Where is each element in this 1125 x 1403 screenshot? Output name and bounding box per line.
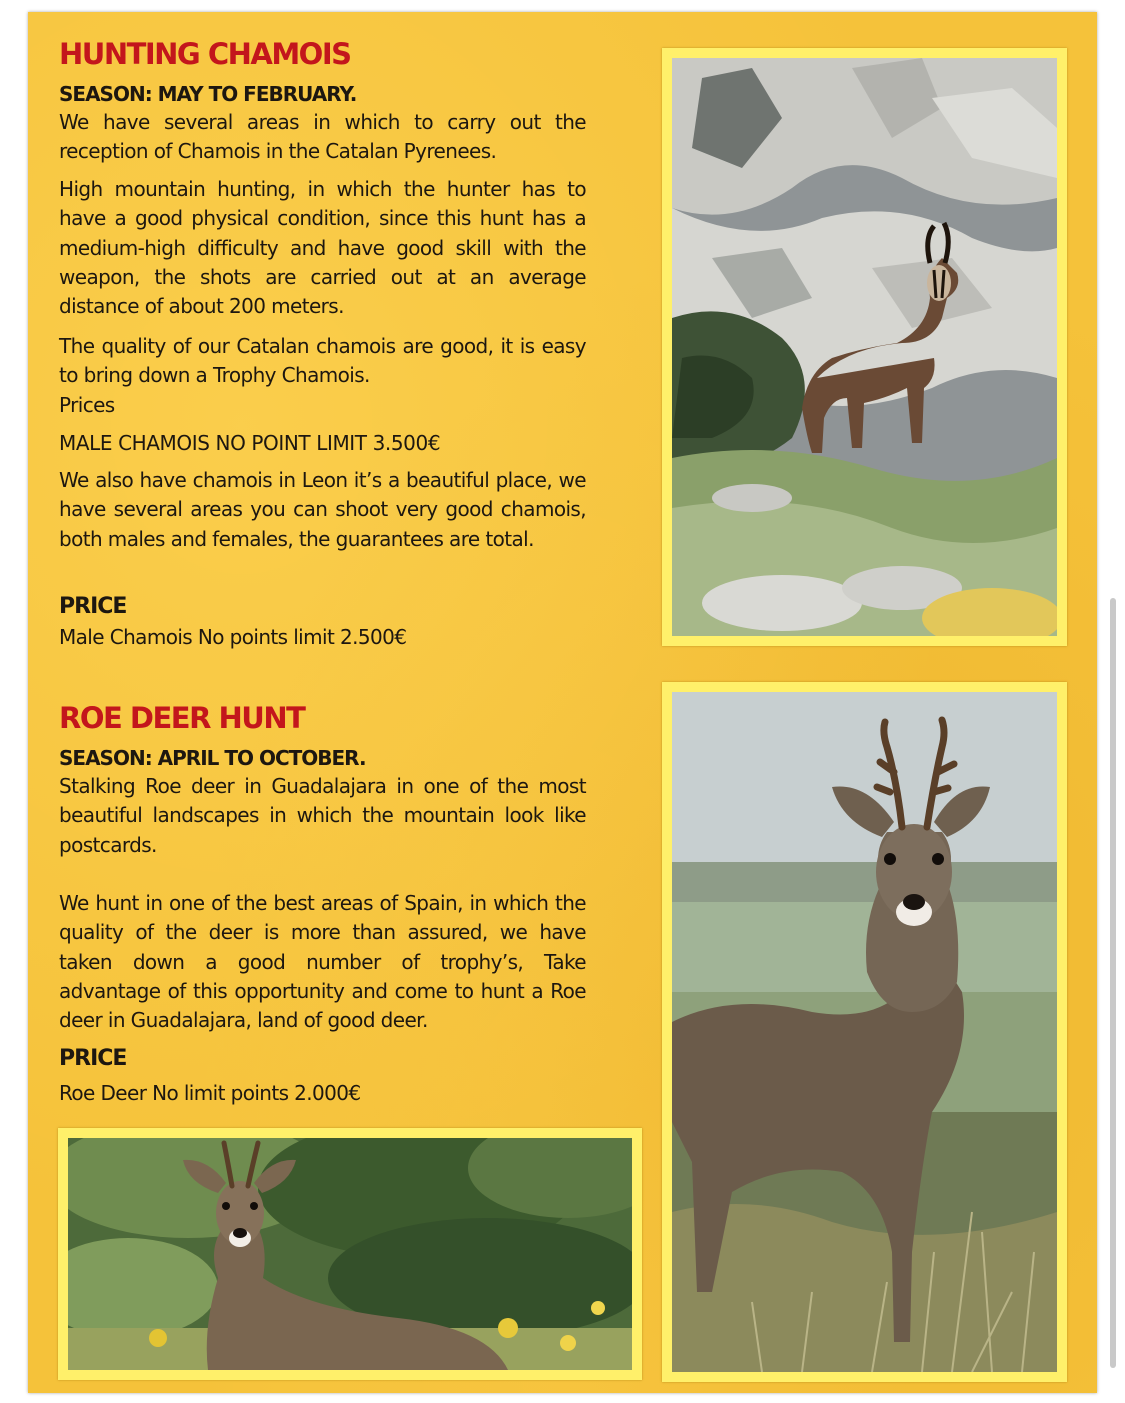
roe-deer-photo (672, 692, 1057, 1372)
brochure-page (28, 12, 1097, 1393)
chamois-season: SEASON: MAY TO FEBRUARY. (59, 82, 357, 106)
roe-deer-illustration (672, 692, 1057, 1372)
chamois-heading: HUNTING CHAMOIS (59, 37, 351, 71)
chamois-price-heading: PRICE (59, 594, 127, 619)
roe-deer-photo-frame (662, 682, 1067, 1382)
chamois-price-detail: Male Chamois No points limit 2.500€ (59, 625, 407, 649)
roe-deer-paragraph-1: Stalking Roe deer in Guadalajara in one of the most beautiful landscapes in which the mountain look like postcards. (59, 774, 586, 857)
chamois-photo (672, 58, 1057, 636)
roe-deer-heading: ROE DEER HUNT (59, 701, 305, 735)
chamois-paragraph-3: The quality of our Catalan chamois are good, it is easy to bring down a Trophy Chamois. (59, 334, 586, 388)
roe-deer-season: SEASON: APRIL TO OCTOBER. (59, 746, 366, 770)
roe-deer-paragraph-2: We hunt in one of the best areas of Spain, in which the quality of the deer is more than assured, we have taken down a good number of trophy’s, Take advantage of this opportunity and come to hunt a Roe deer in Guadalajara, land of good deer. (59, 891, 586, 1033)
roe-deer-resting-photo-frame (58, 1128, 642, 1380)
roe-deer-resting-illustration (68, 1138, 632, 1370)
chamois-prices-label: Prices (59, 393, 115, 417)
chamois-photo-frame (662, 48, 1067, 646)
roe-deer-price-detail: Roe Deer No limit points 2.000€ (59, 1081, 361, 1105)
chamois-paragraph-4: We also have chamois in Leon it’s a beautiful place, we have several areas you can shoot very good chamois, both males and females, the guarantees are total. (59, 468, 586, 551)
chamois-illustration (672, 58, 1057, 636)
chamois-price-line: MALE CHAMOIS NO POINT LIMIT 3.500€ (59, 431, 441, 455)
chamois-paragraph-1: We have several areas in which to carry out the reception of Chamois in the Catalan Pyrenees. (59, 110, 586, 164)
roe-deer-price-heading: PRICE (59, 1046, 127, 1071)
scrollbar[interactable] (1110, 598, 1116, 1368)
chamois-paragraph-2: High mountain hunting, in which the hunter has to have a good physical condition, since this hunt has a medium-high difficulty and have good skill with the weapon, the shots are carried out at an average distance of about 200 meters. (59, 177, 586, 319)
roe-deer-resting-photo (68, 1138, 632, 1370)
